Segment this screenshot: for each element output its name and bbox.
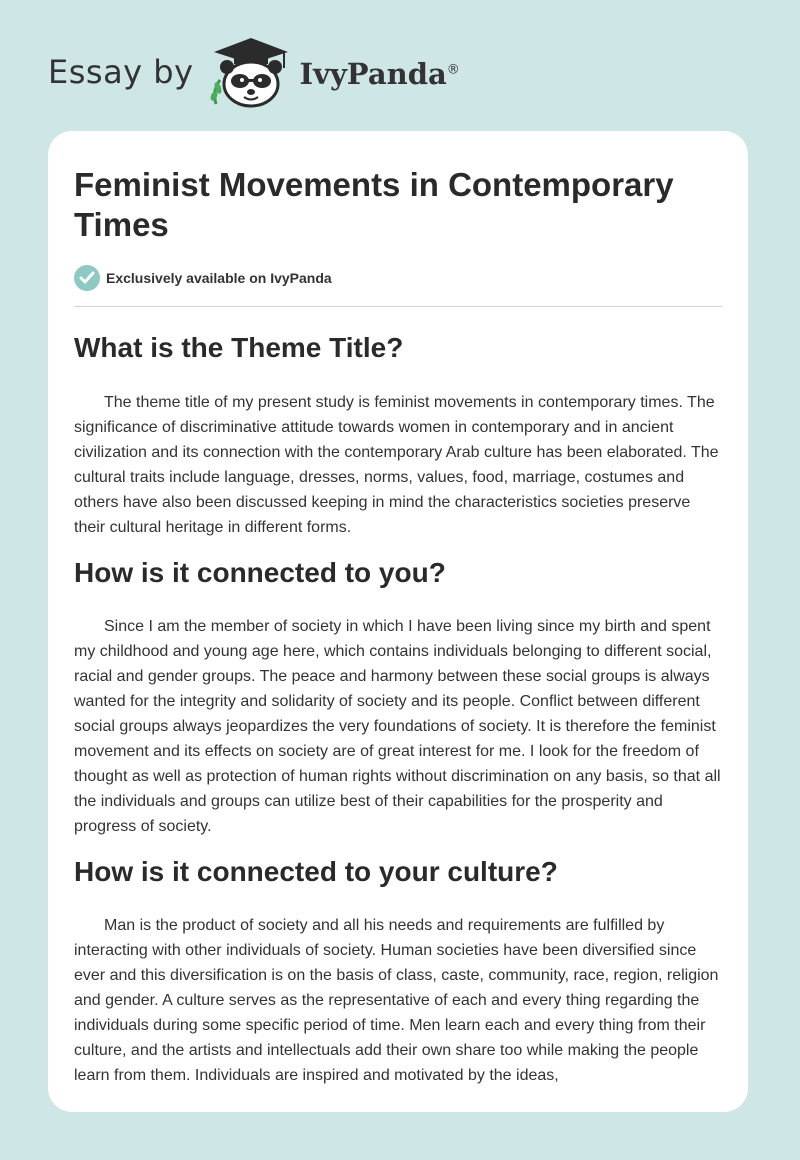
section-heading: How is it connected to you? [74, 557, 446, 588]
brand-text: IvyPanda [299, 57, 447, 91]
section-paragraph: The theme title of my present study is feminist movements in contemporary times. The significance of discriminative attitude towards women in contemporary and in ancient civilization and its connection with the contemporary Arab culture has been elaborated. The cultural traits include language, dresses, norms, values, food, marriage, costumes and others have also been discussed keeping in mind the characteristics societies preserve their cultural heritage in different forms. [74, 394, 719, 536]
section-heading: How is it connected to your culture? [74, 856, 558, 887]
section-heading: What is the Theme Title? [74, 332, 404, 363]
essay-card [48, 131, 748, 1112]
section-paragraph: Since I am the member of society in which I have been living since my birth and spent my childhood and young age here, which contains individuals belonging to different social, racial and gender groups. The peace and harmony between these social groups is always wanted for the integrity and solidarity of society and its people. Conflict between different social groups always jeopardizes the very foundations of society. It is therefore the feminist movement and its effects on society are of great interest for me. I look for the freedom of thought as well as protection of human rights without discrimination on any basis, so that all the individuals and groups can utilize best of their capabilities for the prosperity and progress of society. [74, 618, 721, 835]
section-connected-to-you [74, 556, 722, 839]
exclusive-label: Exclusively available on IvyPanda [106, 270, 332, 286]
panda-graduate-logo-icon[interactable] [208, 34, 294, 110]
brand-name[interactable] [300, 57, 460, 91]
page-title: Feminist Movements in Contemporary Times [74, 166, 674, 243]
divider [74, 306, 722, 307]
section-paragraph: Man is the product of society and all his needs and requirements are fulfilled by interacting with other individuals of society. Human societies have been diversified since ever and this diversification is on the basis of class, caste, community, race, region, religion and gender. A culture serves as the representative of each and every thing regarding the individuals during some specific period of time. Men learn each and every thing from their culture, and the artists and intellectuals add their own share too while making the people learn from them. Individuals are inspired and motivated by the ideas, [74, 917, 719, 1084]
essay-by-label: Essay by [48, 53, 194, 91]
section-connected-to-culture [74, 855, 722, 1088]
check-icon [74, 265, 100, 291]
exclusive-badge [74, 265, 722, 291]
site-header [48, 34, 460, 110]
registered-mark: ® [446, 62, 460, 78]
section-theme-title [74, 331, 722, 540]
